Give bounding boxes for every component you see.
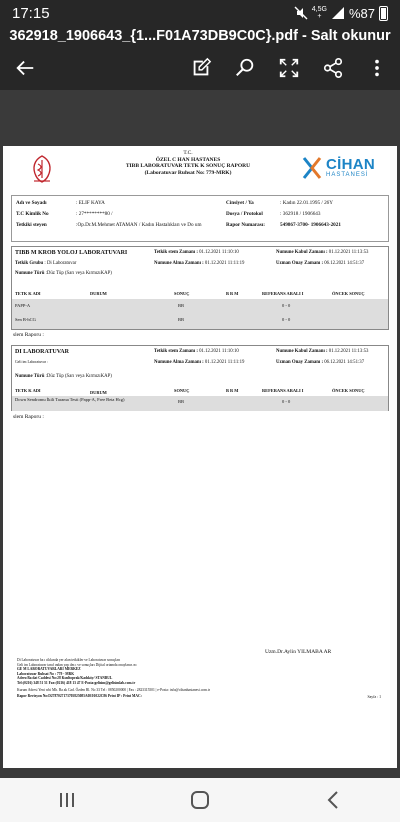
status-icons — [294, 6, 388, 21]
report-header — [3, 146, 397, 191]
recent-apps-icon[interactable] — [47, 785, 87, 815]
pdf-viewer[interactable] — [0, 90, 400, 778]
doctor-signature: Uzm.Dr.Aylin YILMABA AR — [265, 649, 332, 655]
share-icon[interactable] — [318, 53, 348, 83]
pdf-page — [3, 146, 397, 768]
back-arrow-icon[interactable] — [10, 53, 40, 83]
report-footer: Di Laboratuvar ba ı ıtlıkında yer alan tetkikler ve Laboratuvar sonuçları Geli im Laboratuvar taraf ından yap ılm ı ve sonuçları Dijital ortamda onaylanır. nc GE M LABORATUVARLARI MERKEZ Laboratuvar Ruhsat No : 779 - MRK Adres:Ba dat Caddesi No:28 Kızıltoprak/Kadıköy/ STANBUL Tel:(0216) 348 51 51 Fax:(0216) 418 13 47 E-Posta:gelisim@gelisimlab.com.tr Kurum Adresi Yeni whi Mh. Ba ak Cad. Özden Bl. No 33 Tel : 0850200000 | Fax : 2823315501 | e-Posta: info@cihanhastanesi.com.tr Rapor Revizyon No:D2787027173705825085A0E01022C86 Print IP : Print MAC: — [17, 658, 210, 699]
more-icon[interactable] — [362, 53, 392, 83]
signal-icon — [331, 6, 345, 20]
ministry-logo-icon — [28, 154, 56, 184]
fullscreen-icon[interactable] — [274, 53, 304, 83]
mute-icon — [294, 6, 308, 20]
navigation-bar — [0, 778, 400, 822]
toolbar — [0, 46, 400, 90]
network-type: 4,5G + — [311, 6, 327, 20]
battery-percent: %87 — [348, 5, 375, 21]
report-title-block: T.C. ÖZEL C HAN HASTANES TIBB LABORATUVAR TETK K SONUÇ RAPORU (Laboratuvar Ruhsat No: 779-MRK) — [125, 150, 251, 176]
document-title: 362918_1906643_{1...F01A73DB9C0C}.pdf - Salt okunur — [0, 26, 400, 46]
back-icon[interactable] — [313, 785, 353, 815]
status-bar — [0, 0, 400, 26]
page-number: Sayfa : 1 — [367, 695, 381, 699]
edit-icon[interactable] — [186, 53, 216, 83]
table-row — [12, 299, 388, 329]
home-icon[interactable] — [180, 785, 220, 815]
hospital-logo: CİHAN HASTANESİ — [301, 155, 375, 181]
battery-icon — [379, 6, 388, 21]
process-report-label: slem Raporu : — [13, 332, 44, 338]
patient-info-box: Adı ve Soyadı : ELIF KAYA T.C Kimlik No : 27********80 / Tetkiki steyen :Op.Dr.M.Mehmet ATAMAN / Kadın Hastalıkları ve Do um Cinsiyet / Ya : Kadın 22.01.1995 / 26Y Dosya / Protokol : 362918 / 1906643 Rapor Numarası: 549867-3700- 1906643-2021 — [11, 195, 389, 242]
cihan-logo-icon — [301, 155, 323, 181]
process-report-label: slem Raporu : — [13, 414, 44, 420]
status-time: 17:15 — [12, 4, 50, 22]
search-icon[interactable] — [230, 53, 260, 83]
external-lab-section: DI LABORATUVAR Geli im Laboratuvar : Numune Türü :Düz Tüp (Sarı veya KırmızıKAP) Tetkik stem Zamanı : 01.12.2021 11:10:10 Numune Alma Zamanı : 01.12.2021 11:11:19 Numune Kabul Zamanı : 01.12.2021 11:13:53 Uzman Onay Zamanı : 06.12.2021 14:51:37 TETK K ADI DURUM SONUÇ B R M REFERANS ARALI I ÖNCEK SONUÇ Down Sendromu İkili Tarama Testi (Papp-A, Free Beta Hcg) BB 0 - 0 — [11, 345, 389, 411]
microbiology-section: TIBB M KROB YOLOJ LABORATUVARI Tetkik Grubu : Di Laboratuvar Numune Türü :Düz Tüp (Sarı veya KırmızıKAP) Tetkik stem Zamanı : 01.12.2021 11:10:10 Numune Alma Zamanı : 01.12.2021 11:11:19 Numune Kabul Zamanı : 01.12.2021 11:13:53 Uzman Onay Zamanı : 06.12.2021 14:51:37 TETK K ADI DURUM SONUÇ B R M REFERANS ARALI I ÖNCEK SONUÇ PAPP-A BB 0 - 0 Sen B-hCG BB 0 - 0 — [11, 246, 389, 330]
